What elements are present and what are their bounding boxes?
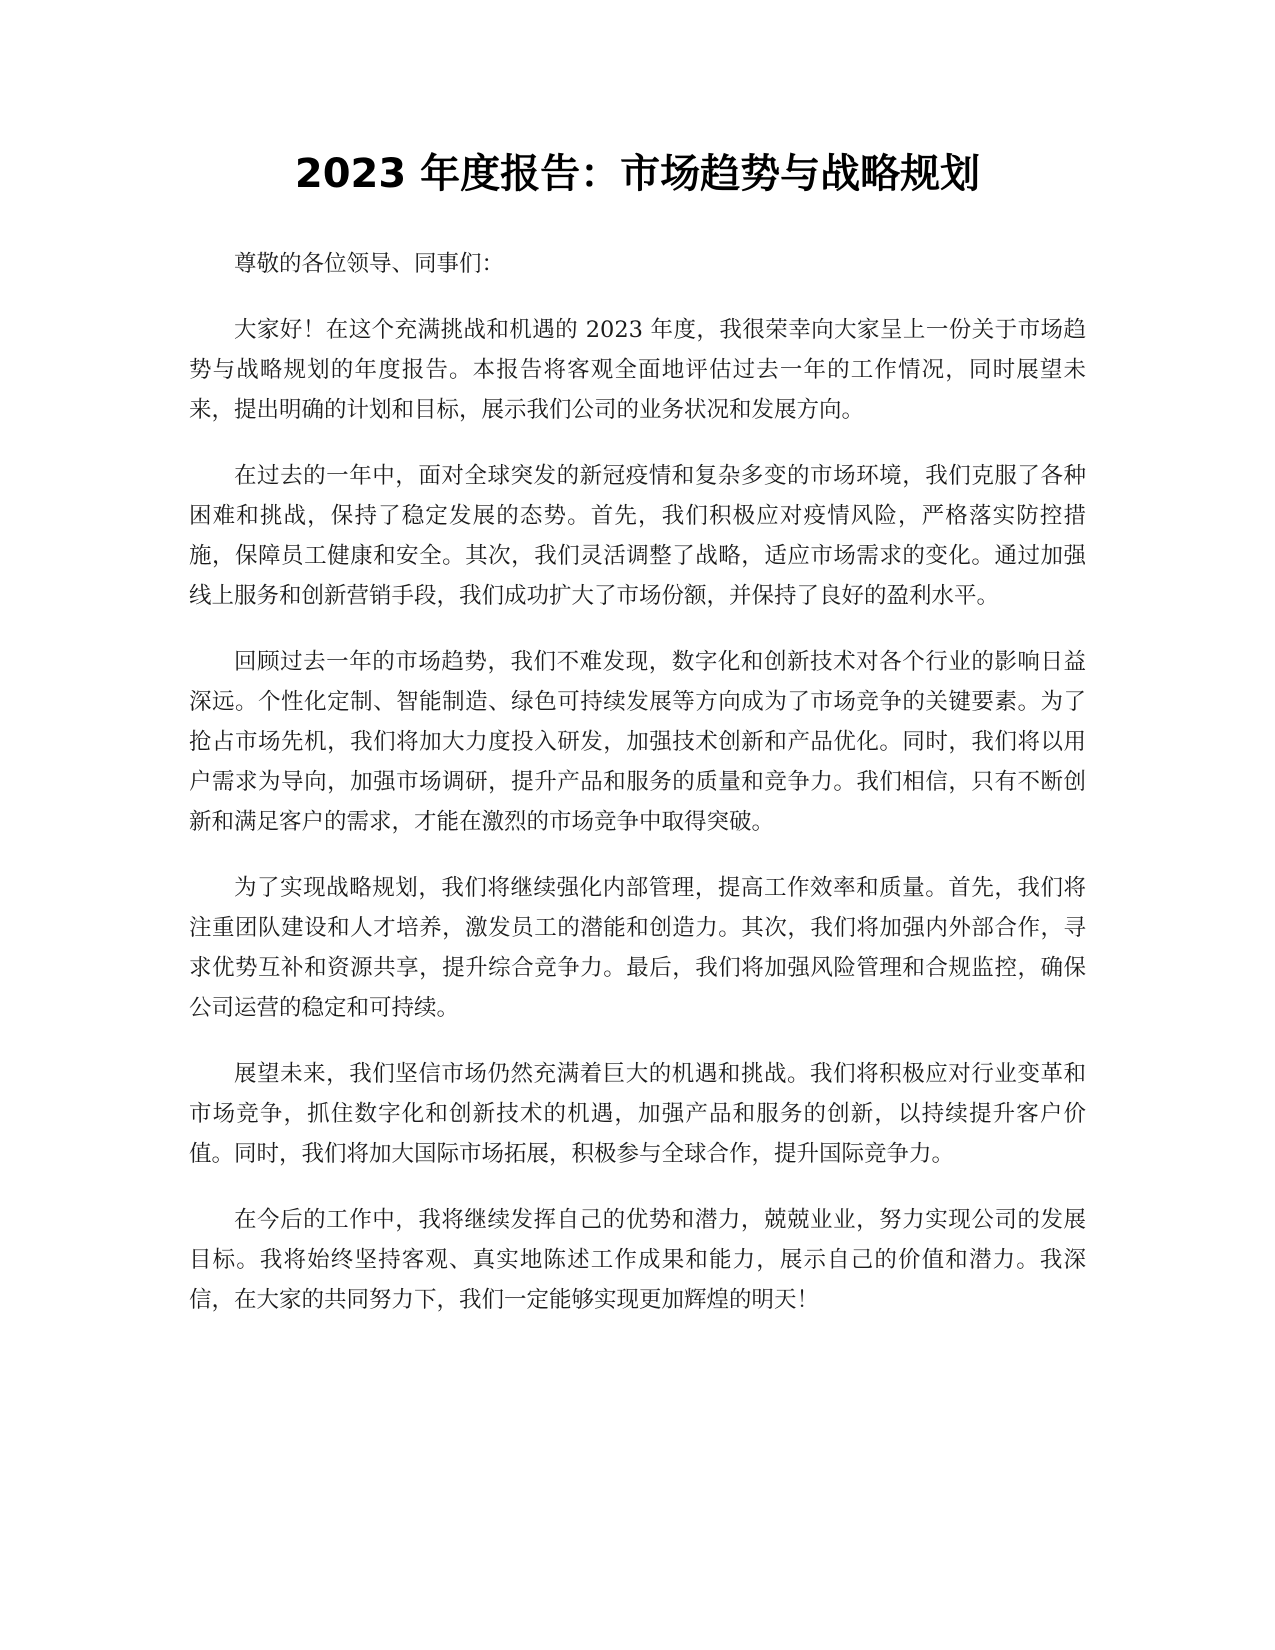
document-body (189, 244, 1086, 1346)
paragraph-past-year: 在过去的一年中，面对全球突发的新冠疫情和复杂多变的市场环境，我们克服了各种困难和挑战，保持了稳定发展的态势。首先，我们积极应对疫情风险，严格落实防控措施，保障员工健康和安全。其次，我们灵活调整了战略，适应市场需求的变化。通过加强线上服务和创新营销手段，我们成功扩大了市场份额，并保持了良好的盈利水平。 (189, 463, 1086, 609)
paragraph-intro: 大家好！在这个充满挑战和机遇的 2023 年度，我很荣幸向大家呈上一份关于市场趋势与战略规划的年度报告。本报告将客观全面地评估过去一年的工作情况，同时展望未来，提出明确的计划和目标，展示我们公司的业务状况和发展方向。 (189, 317, 1086, 423)
paragraph-closing: 在今后的工作中，我将继续发挥自己的优势和潜力，兢兢业业，努力实现公司的发展目标。我将始终坚持客观、真实地陈述工作成果和能力，展示自己的价值和潜力。我深信，在大家的共同努力下，我们一定能够实现更加辉煌的明天！ (189, 1207, 1086, 1313)
paragraph-outlook: 展望未来，我们坚信市场仍然充满着巨大的机遇和挑战。我们将积极应对行业变革和市场竞争，抓住数字化和创新技术的机遇，加强产品和服务的创新，以持续提升客户价值。同时，我们将加大国际市场拓展，积极参与全球合作，提升国际竞争力。 (189, 1061, 1086, 1167)
paragraph-market-trends: 回顾过去一年的市场趋势，我们不难发现，数字化和创新技术对各个行业的影响日益深远。个性化定制、智能制造、绿色可持续发展等方向成为了市场竞争的关键要素。为了抢占市场先机，我们将加大力度投入研发，加强技术创新和产品优化。同时，我们将以用户需求为导向，加强市场调研，提升产品和服务的质量和竞争力。我们相信，只有不断创新和满足客户的需求，才能在激烈的市场竞争中取得突破。 (189, 649, 1086, 835)
paragraph-strategy: 为了实现战略规划，我们将继续强化内部管理，提高工作效率和质量。首先，我们将注重团队建设和人才培养，激发员工的潜能和创造力。其次，我们将加强内外部合作，寻求优势互补和资源共享，提升综合竞争力。最后，我们将加强风险管理和合规监控，确保公司运营的稳定和可持续。 (189, 875, 1086, 1021)
document-title: 2023 年度报告：市场趋势与战略规划 (294, 151, 981, 197)
greeting-paragraph: 尊敬的各位领导、同事们： (234, 251, 505, 277)
